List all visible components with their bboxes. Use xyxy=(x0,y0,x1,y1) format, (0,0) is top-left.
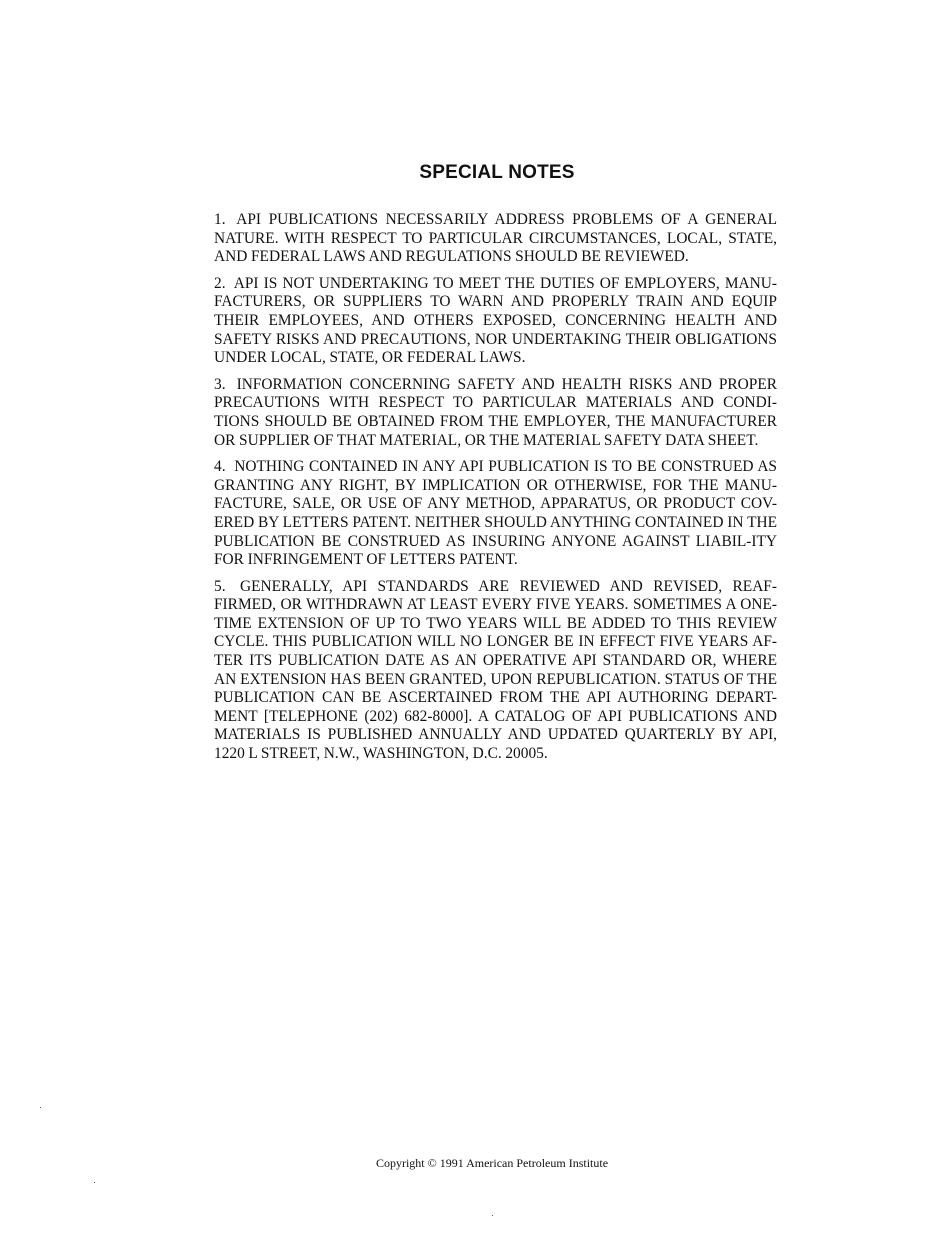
special-notes-list xyxy=(214,211,777,772)
note-text: API PUBLICATIONS NECESSARILY ADDRESS PROBLEMS OF A GENERAL NATURE. WITH RESPECT TO PARTICULAR CIRCUMSTANCES, LOCAL, STATE, AND FEDERAL LAWS AND REGULATIONS SHOULD BE REVIEWED. xyxy=(214,211,777,266)
copyright-notice: Copyright © 1991 American Petroleum Institute xyxy=(375,1156,609,1170)
scan-speck xyxy=(40,1107,41,1108)
note-number: 5. xyxy=(214,577,226,595)
note-number: 3. xyxy=(214,375,226,393)
note-item-3 xyxy=(214,376,777,450)
note-number: 2. xyxy=(214,274,226,292)
page-title: SPECIAL NOTES xyxy=(419,162,575,183)
note-item-2 xyxy=(214,275,777,368)
note-number: 1. xyxy=(214,211,226,228)
note-text: NOTHING CONTAINED IN ANY API PUBLICATION IS TO BE CONSTRUED AS GRANTING ANY RIGHT, BY IMPLICATION OR OTHERWISE, FOR THE MANU-FACTURE, SALE, OR USE OF ANY METHOD, APPARATUS, OR PRODUCT COV-ERED BY LETTERS PATENT. NEITHER SHOULD ANYTHING CONTAINED IN THE PUBLICATION BE CONSTRUED AS INSURING ANYONE AGAINST LIABIL-ITY FOR INFRINGEMENT OF LETTERS PATENT. xyxy=(214,458,777,569)
note-text: GENERALLY, API STANDARDS ARE REVIEWED AND REVISED, REAF-FIRMED, OR WITHDRAWN AT LEAST EVERY FIVE YEARS. SOMETIMES A ONE-TIME EXTENSION OF UP TO TWO YEARS WILL BE ADDED TO THIS REVIEW CYCLE. THIS PUBLICATION WILL NO LONGER BE IN EFFECT FIVE YEARS AF-TER ITS PUBLICATION DATE AS AN OPERATIVE API STANDARD OR, WHERE AN EXTENSION HAS BEEN GRANTED, UPON REPUBLICATION. STATUS OF THE PUBLICATION CAN BE ASCERTAINED FROM THE API AUTHORING DEPART-MENT [TELEPHONE (202) 682-8000]. A CATALOG OF API PUBLICATIONS AND MATERIALS IS PUBLISHED ANNUALLY AND UPDATED QUARTERLY BY API, 1220 L STREET, N.W., WASHINGTON, D.C. 20005. xyxy=(214,577,777,763)
note-item-5 xyxy=(214,578,777,764)
note-text: INFORMATION CONCERNING SAFETY AND HEALTH RISKS AND PROPER PRECAUTIONS WITH RESPECT TO PARTICULAR MATERIALS AND CONDI-TIONS SHOULD BE OBTAINED FROM THE EMPLOYER, THE MANUFACTURER OR SUPPLIER OF THAT MATERIAL, OR THE MATERIAL SAFETY DATA SHEET. xyxy=(214,375,777,449)
note-item-4 xyxy=(214,458,777,570)
note-number: 4. xyxy=(214,458,226,476)
scan-speck xyxy=(94,1182,95,1183)
note-item-1 xyxy=(214,211,777,267)
scan-speck xyxy=(492,1215,493,1216)
note-text: API IS NOT UNDERTAKING TO MEET THE DUTIES OF EMPLOYERS, MANU-FACTURERS, OR SUPPLIERS TO WARN AND PROPERLY TRAIN AND EQUIP THEIR EMPLOYEES, AND OTHERS EXPOSED, CONCERNING HEALTH AND SAFETY RISKS AND PRECAUTIONS, NOR UNDERTAKING THEIR OBLIGATIONS UNDER LOCAL, STATE, OR FEDERAL LAWS. xyxy=(214,274,777,367)
